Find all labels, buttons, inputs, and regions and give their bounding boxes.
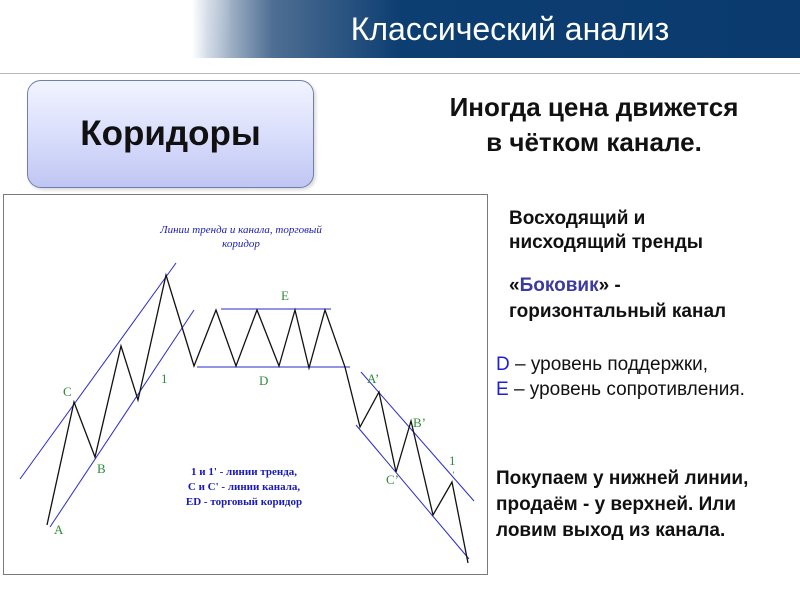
- label-trend-1-prime-mark: ’: [452, 470, 455, 480]
- sideways-text: [509, 273, 779, 325]
- topic-box: [27, 80, 314, 188]
- topic-label: Коридоры: [80, 114, 261, 153]
- sideways-keyword: Боковик: [519, 275, 599, 296]
- support-letter: D: [496, 354, 510, 375]
- trends-line-1: Восходящий и: [509, 208, 646, 229]
- label-a-prime: A’: [367, 371, 380, 386]
- advice-text: [496, 466, 796, 544]
- label-d: D: [259, 373, 269, 388]
- sideways-quote-open: «: [509, 275, 520, 296]
- support-description: – уровень поддержки,: [509, 354, 709, 375]
- diagram-legend-line-3: ЕD - торговый коридор: [185, 496, 303, 508]
- diagram-legend-line-2: С и С' - линии канала,: [187, 481, 301, 493]
- support-level-line: [496, 352, 796, 377]
- diagram-caption-line-2: коридор: [222, 238, 260, 250]
- label-c: C: [63, 384, 72, 399]
- slide-title: Классический анализ: [350, 11, 670, 47]
- trends-line-2: нисходящий тренды: [509, 232, 703, 253]
- sideways-line-1: [509, 273, 779, 299]
- label-trend-1-prime: 1: [449, 453, 456, 468]
- advice-line-3: ловим выход из канала.: [496, 520, 726, 541]
- channel-diagram-svg: [4, 195, 489, 576]
- header-divider: [0, 73, 800, 74]
- downtrend-channel-upper: [361, 372, 474, 501]
- label-e: E: [281, 288, 289, 303]
- advice-line-1: Покупаем у нижней линии,: [496, 468, 749, 489]
- advice-line-2: продаём - у верхней. Или: [496, 494, 737, 515]
- price-line: [47, 275, 468, 563]
- diagram-legend-line-1: 1 и 1' - линии тренда,: [190, 466, 298, 478]
- label-trend-1: 1: [161, 371, 168, 386]
- header-decoration: [150, 0, 230, 58]
- resistance-level-line: [496, 377, 796, 402]
- label-c-prime: C’: [386, 472, 399, 487]
- diagram-caption-line-1: Линии тренда и канала, торговый: [160, 224, 322, 236]
- resistance-letter: E: [496, 379, 509, 400]
- downtrend-channel-lower: [356, 425, 469, 559]
- resistance-description: – уровень сопротивления.: [508, 379, 745, 400]
- intro-line-1: Иногда цена движется: [449, 92, 739, 122]
- trends-text: [509, 207, 779, 255]
- uptrend-channel-lower: [50, 310, 194, 527]
- sideways-quote-close: » -: [598, 275, 621, 296]
- label-b: B: [97, 461, 106, 476]
- levels-text: [496, 352, 796, 402]
- channel-diagram: [3, 194, 488, 575]
- intro-line-2: в чётком канале.: [486, 127, 702, 157]
- intro-text: [400, 90, 788, 160]
- label-a: A: [54, 522, 64, 537]
- sideways-line-2: горизонтальный канал: [509, 301, 727, 322]
- label-b-prime: B’: [413, 415, 426, 430]
